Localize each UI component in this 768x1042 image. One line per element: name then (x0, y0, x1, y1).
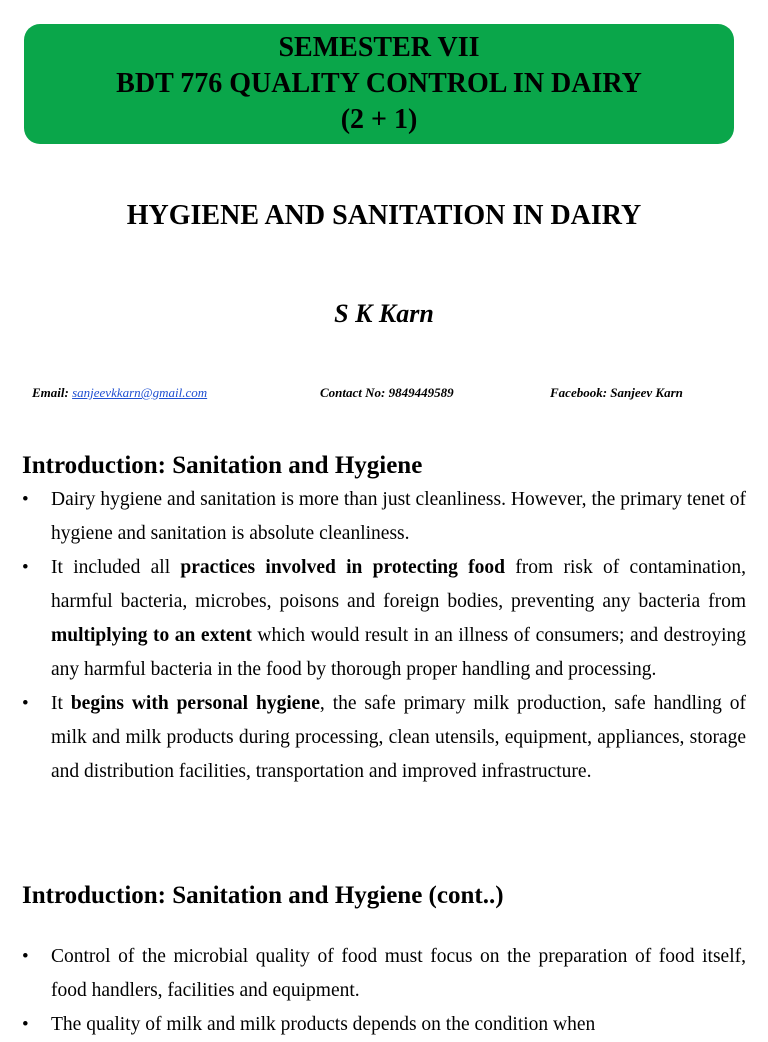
bullet-text: Dairy hygiene and sanitation is more than just cleanliness. However, the primary tenet of hygiene and sanitation is absolute cleanliness. (51, 489, 746, 544)
semester-label: SEMESTER VII (278, 32, 480, 63)
bullet-text: Control of the microbial quality of food must focus on the preparation of food itself, food handlers, facilities and equipment. (51, 946, 746, 1001)
list-item (22, 940, 746, 1008)
list-item (22, 483, 746, 551)
list-item (22, 1008, 746, 1042)
bullet-text-part: It included all (51, 557, 181, 578)
email-contact (32, 383, 207, 403)
section-heading: Introduction: Sanitation and Hygiene (cont..) (22, 882, 504, 909)
list-item (22, 551, 746, 687)
bullet-marker: • (22, 1014, 29, 1035)
list-item (22, 687, 746, 789)
bullet-text (51, 557, 746, 680)
email-label: Email: (32, 385, 73, 400)
bullet-emphasis: multiplying to an extent (51, 625, 252, 646)
phone-contact: Contact No: 9849449589 (320, 385, 454, 400)
bullet-text-part: which would result in an illness of consumers; and destroying any harmful bacteria in the food by thorough proper handling and processing. (51, 625, 746, 680)
course-title: BDT 776 QUALITY CONTROL IN DAIRY (116, 68, 642, 99)
facebook-contact: Facebook: Sanjeev Karn (550, 385, 683, 400)
bullet-list (22, 940, 746, 1042)
bullet-text (51, 693, 746, 782)
bullet-list (22, 483, 746, 789)
bullet-marker: • (22, 693, 29, 714)
bullet-marker: • (22, 946, 29, 967)
section-heading: Introduction: Sanitation and Hygiene (22, 452, 423, 479)
contact-info (0, 383, 768, 403)
credit-hours: (2 + 1) (340, 104, 418, 135)
bullet-text-part: from risk of contamination, harmful bacteria, microbes, poisons and foreign bodies, preventing any bacteria from (51, 557, 746, 612)
email-link[interactable]: sanjeevkkarn@gmail.com (72, 385, 208, 400)
bullet-marker: • (22, 489, 29, 510)
bullet-emphasis: begins with personal hygiene (70, 693, 320, 714)
bullet-text: The quality of milk and milk products depends on the condition when (51, 1014, 596, 1035)
bullet-text-part: It (51, 693, 71, 714)
document-title: HYGIENE AND SANITATION IN DAIRY (126, 200, 642, 231)
bullet-marker: • (22, 557, 29, 578)
bullet-text-part: , the safe primary milk production, safe handling of milk and milk products during processing, clean utensils, equipment, appliances, storage and distribution facilities, transportation and improved infrastructure. (51, 693, 746, 782)
author-name: S K Karn (334, 299, 434, 328)
course-banner (24, 24, 734, 144)
bullet-emphasis: practices involved in protecting food (180, 557, 506, 578)
